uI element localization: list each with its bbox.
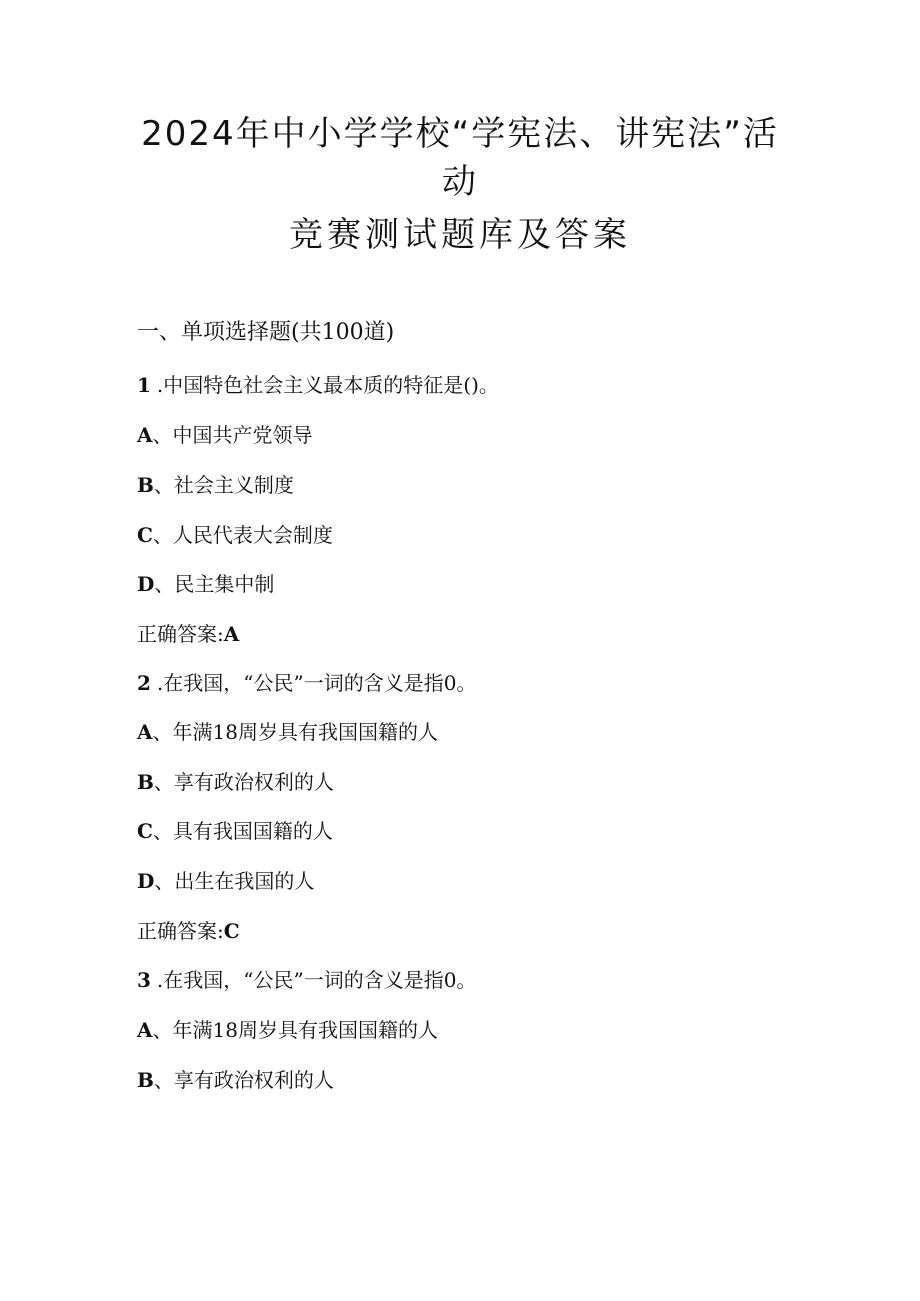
option-text: 中国共产党领导	[172, 423, 313, 447]
option-letter: A	[137, 1018, 153, 1042]
option-separator: 、	[152, 523, 173, 547]
option-separator: 、	[154, 869, 175, 893]
option-separator: 、	[152, 819, 173, 843]
option-text: 民主集中制	[174, 572, 275, 596]
option-text: 具有我国国籍的人	[172, 819, 333, 843]
question-number: 2	[137, 671, 151, 695]
option-separator: 、	[153, 1068, 174, 1092]
question-2-option-d	[137, 867, 314, 895]
question-number: 3	[137, 968, 151, 992]
option-letter: B	[137, 473, 154, 497]
question-2-answer	[137, 917, 240, 945]
question-number: 1	[137, 373, 151, 397]
option-letter: C	[137, 523, 153, 547]
question-2	[137, 669, 476, 697]
section-heading: 一、单项选择题(共100道)	[137, 320, 395, 345]
option-separator: 、	[154, 572, 175, 596]
question-2-option-a	[137, 718, 438, 746]
option-letter: B	[137, 1068, 154, 1092]
question-2-option-c	[137, 817, 333, 845]
question-text: .在我国，“公民”一词的含义是指0。	[156, 968, 477, 992]
question-1	[137, 371, 499, 399]
question-text: .在我国，“公民”一词的含义是指0。	[156, 671, 477, 695]
question-3	[137, 966, 476, 994]
option-letter: D	[137, 572, 155, 596]
option-separator: 、	[153, 770, 174, 794]
question-1-option-a	[137, 421, 313, 449]
answer-value: A	[223, 622, 240, 646]
document-title-line-2: 动	[442, 162, 478, 202]
document-title-line-3: 竞赛测试题库及答案	[289, 215, 631, 255]
option-text: 享有政治权利的人	[173, 770, 334, 794]
question-3-option-b	[137, 1066, 334, 1094]
option-separator: 、	[153, 473, 174, 497]
question-1-option-b	[137, 471, 294, 499]
option-letter: D	[137, 869, 155, 893]
question-1-answer	[137, 620, 239, 648]
answer-label: 正确答案:	[137, 622, 224, 646]
option-letter: A	[137, 720, 153, 744]
question-1-option-c	[137, 521, 333, 549]
question-3-option-a	[137, 1016, 438, 1044]
option-text: 年满18周岁具有我国国籍的人	[172, 1018, 438, 1042]
option-text: 人民代表大会制度	[172, 523, 333, 547]
option-separator: 、	[152, 1018, 173, 1042]
question-text: .中国特色社会主义最本质的特征是()。	[156, 373, 499, 397]
option-separator: 、	[152, 720, 173, 744]
option-letter: A	[137, 423, 153, 447]
option-text: 社会主义制度	[173, 473, 294, 497]
answer-label: 正确答案:	[137, 919, 224, 943]
option-letter: C	[137, 819, 153, 843]
option-text: 年满18周岁具有我国国籍的人	[172, 720, 438, 744]
answer-value: C	[223, 919, 240, 943]
question-1-option-d	[137, 570, 274, 598]
option-text: 出生在我国的人	[174, 869, 315, 893]
question-2-option-b	[137, 768, 334, 796]
document-title-line-1: 2024年中小学学校“学宪法、讲宪法”活	[141, 114, 779, 154]
option-text: 享有政治权利的人	[173, 1068, 334, 1092]
option-letter: B	[137, 770, 154, 794]
option-separator: 、	[152, 423, 173, 447]
